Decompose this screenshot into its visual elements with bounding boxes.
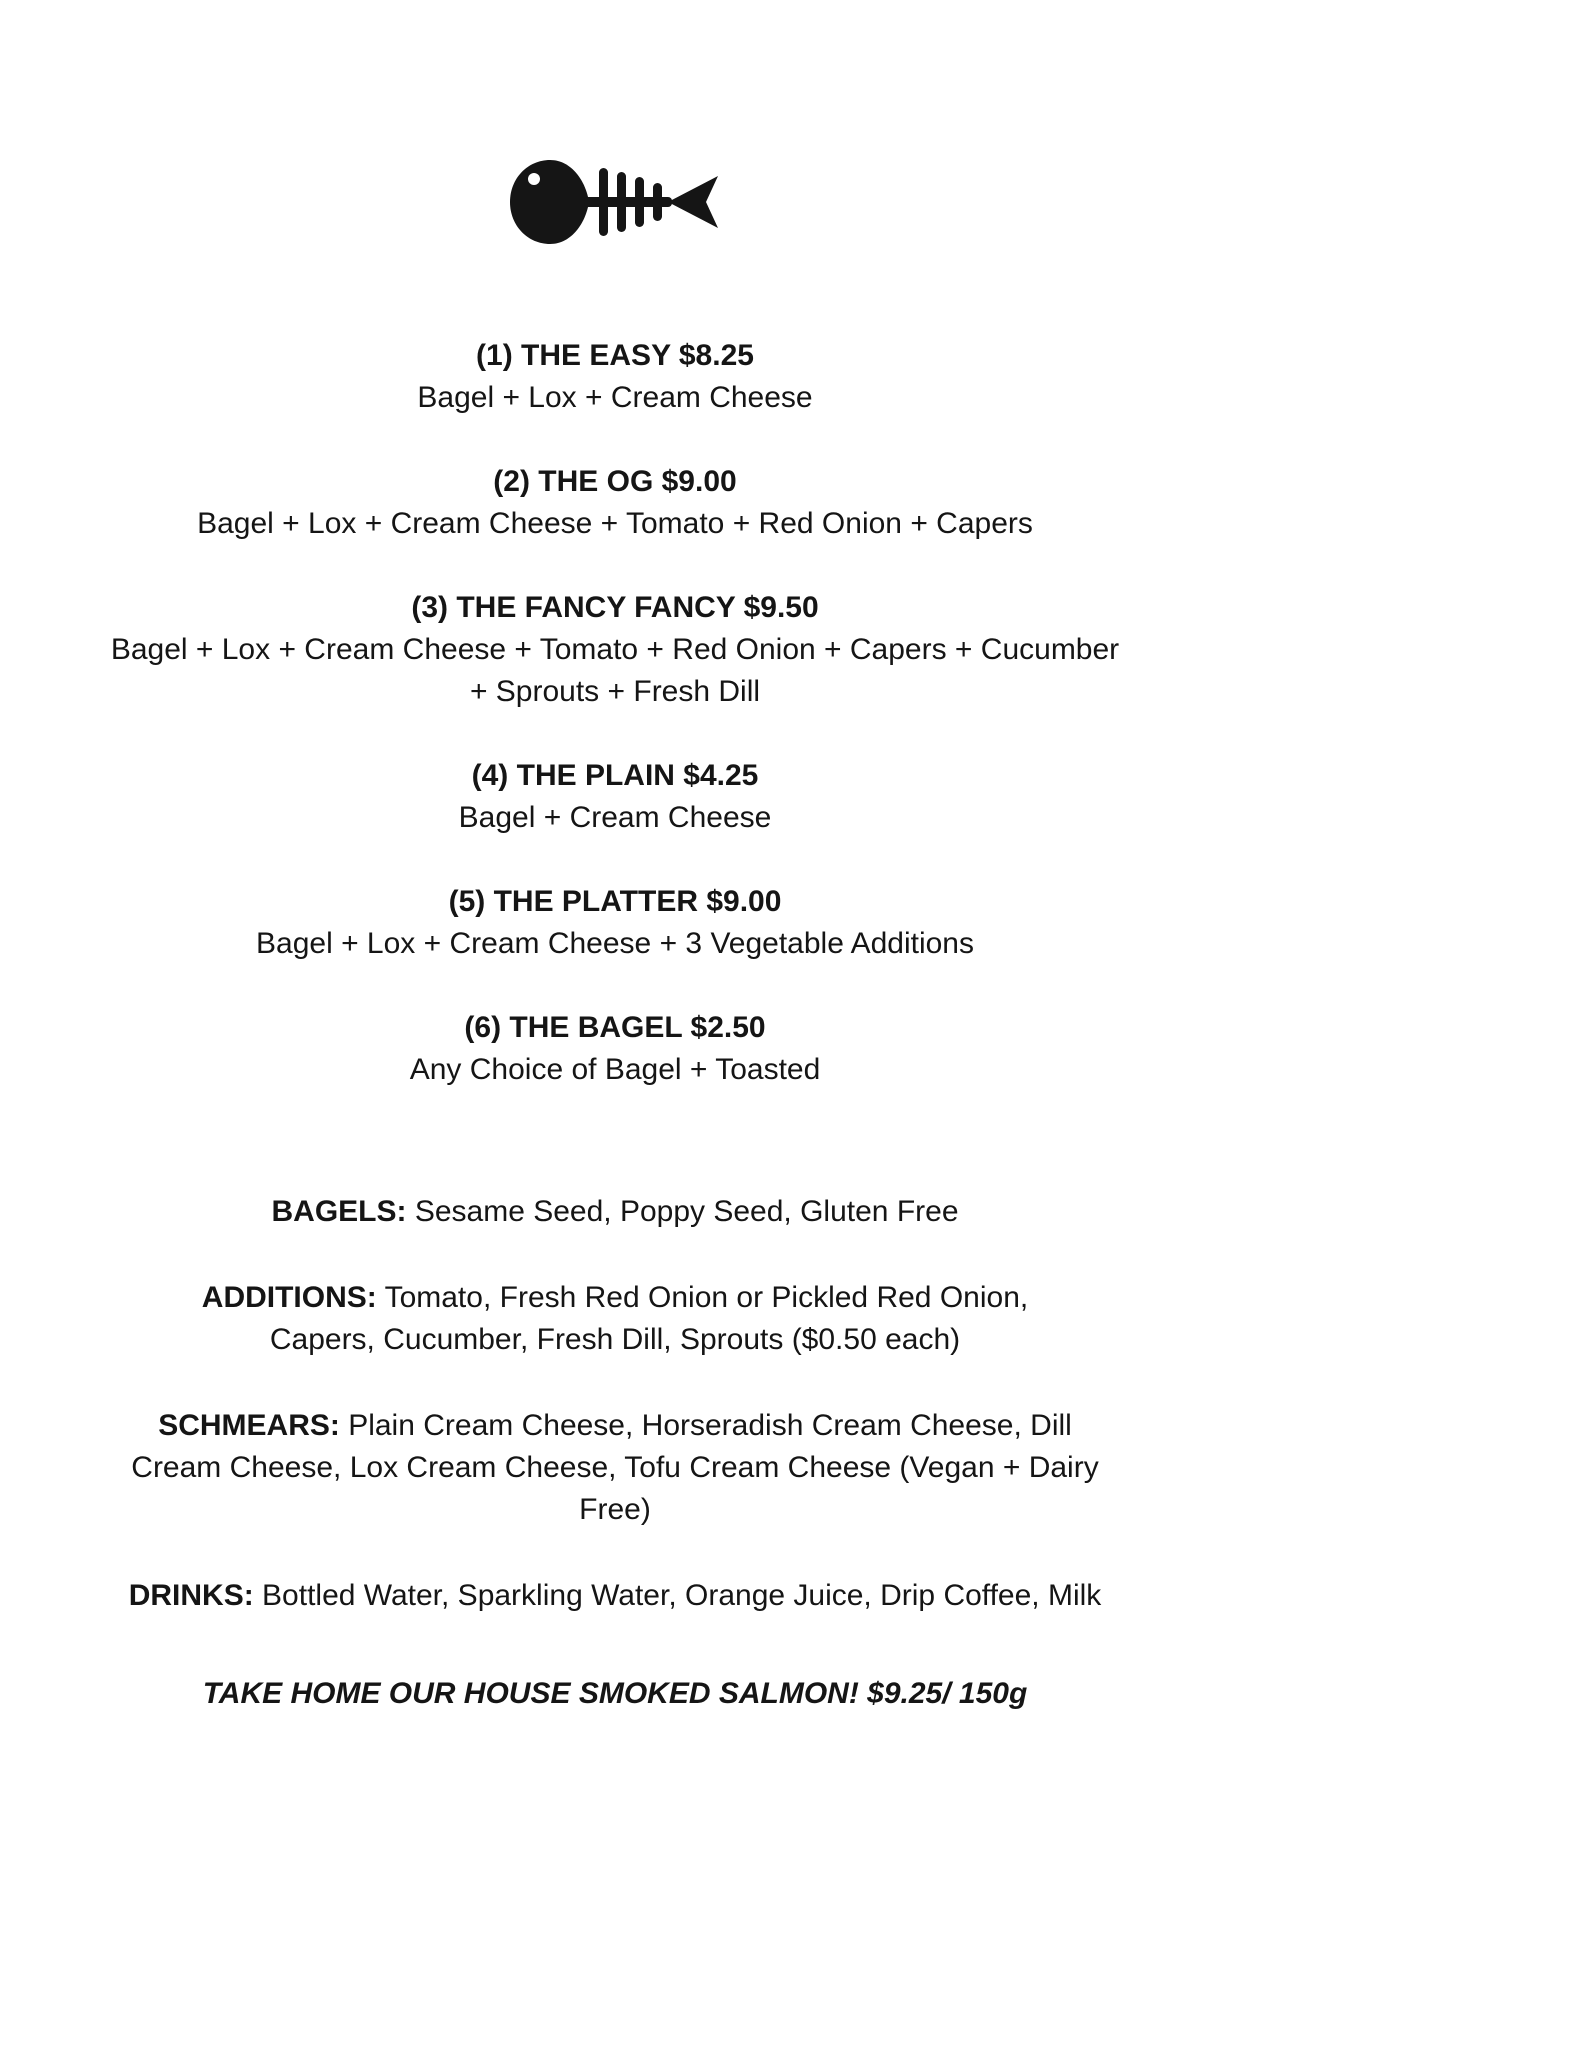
- logo-container: [0, 152, 1230, 257]
- item-description: Any Choice of Bagel + Toasted: [409, 1053, 821, 1086]
- menu-item: [0, 335, 1230, 419]
- additions-label: ADDITIONS:: [201, 1281, 377, 1314]
- section-spacer: [0, 1133, 1230, 1191]
- item-description: Bagel + Lox + Cream Cheese: [417, 381, 813, 414]
- schmears-section: [110, 1405, 1120, 1531]
- drinks-label: DRINKS:: [128, 1579, 254, 1612]
- take-home-note: TAKE HOME OUR HOUSE SMOKED SALMON! $9.25/ 150g: [202, 1677, 1028, 1710]
- item-title: (3) THE FANCY FANCY $9.50: [411, 591, 819, 624]
- schmears-text: Plain Cream Cheese, Horseradish Cream Cheese, Dill Cream Cheese, Lox Cream Cheese, Tofu Cream Cheese (Vegan + Dairy Free): [131, 1409, 1099, 1526]
- item-title: (5) THE PLATTER $9.00: [448, 885, 782, 918]
- drinks-text: Bottled Water, Sparkling Water, Orange Juice, Drip Coffee, Milk: [253, 1579, 1102, 1612]
- menu-item: [0, 755, 1230, 839]
- fish-skeleton-icon: [506, 152, 724, 252]
- bagels-label: BAGELS:: [271, 1195, 407, 1228]
- menu-item: [0, 587, 1230, 713]
- item-description: Bagel + Lox + Cream Cheese + Tomato + Red Onion + Capers: [197, 507, 1033, 540]
- additions-text: Tomato, Fresh Red Onion or Pickled Red Onion, Capers, Cucumber, Fresh Dill, Sprouts ($0.50 each): [269, 1281, 1029, 1356]
- bagels-section: [150, 1191, 1080, 1233]
- menu-item: [0, 881, 1230, 965]
- menu-item: [0, 1007, 1230, 1091]
- item-description: Bagel + Cream Cheese: [458, 801, 772, 834]
- item-title: (1) THE EASY $8.25: [476, 339, 754, 372]
- menu-item: [0, 461, 1230, 545]
- item-title: (2) THE OG $9.00: [493, 465, 737, 498]
- item-description: Bagel + Lox + Cream Cheese + Tomato + Red Onion + Capers + Cucumber + Sprouts + Fresh Dill: [110, 633, 1120, 708]
- bagels-text: Sesame Seed, Poppy Seed, Gluten Free: [406, 1195, 959, 1228]
- schmears-label: SCHMEARS:: [158, 1409, 340, 1442]
- item-title: (6) THE BAGEL $2.50: [464, 1011, 766, 1044]
- additions-section: [150, 1277, 1080, 1361]
- item-description: Bagel + Lox + Cream Cheese + 3 Vegetable Additions: [256, 927, 974, 960]
- item-title: (4) THE PLAIN $4.25: [471, 759, 759, 792]
- drinks-section: [85, 1575, 1145, 1617]
